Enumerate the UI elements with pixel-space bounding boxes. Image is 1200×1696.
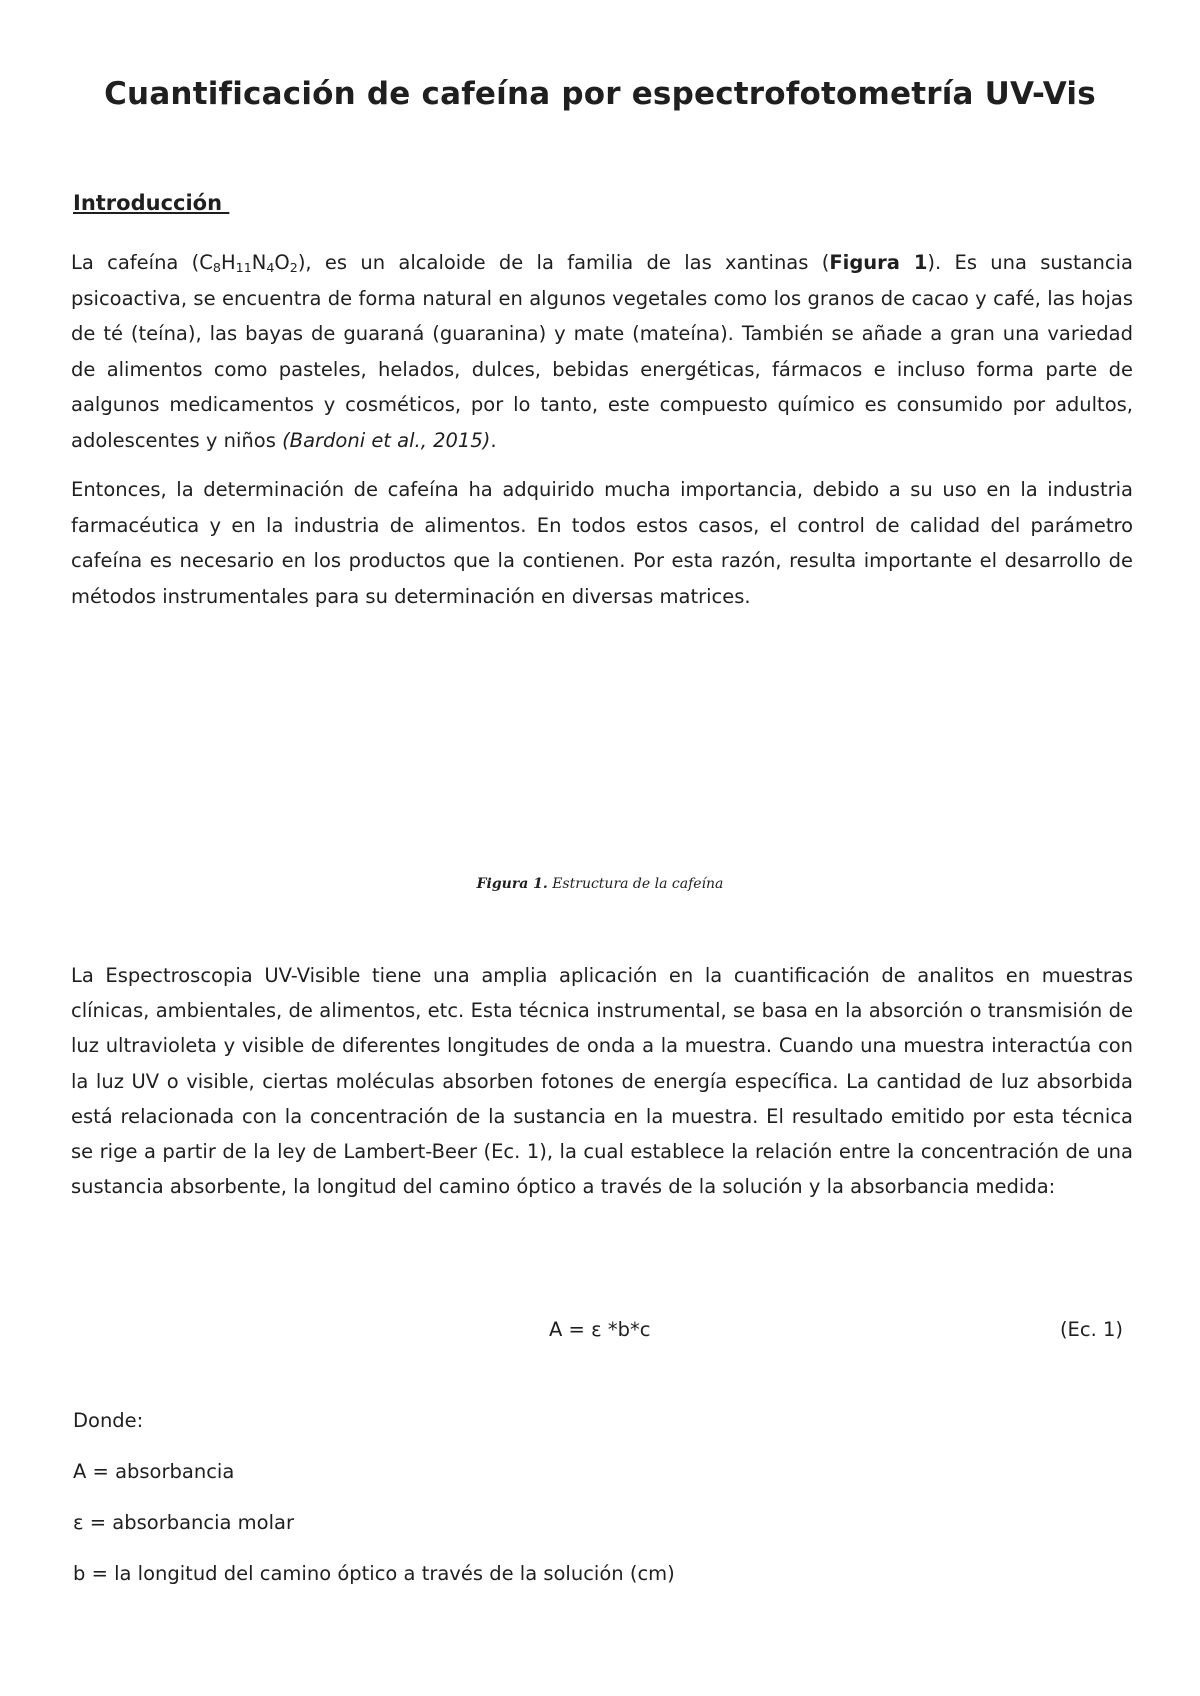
intro-paragraph-3: La Espectroscopia UV-Visible tiene una amplia aplicación en la cuantificación de analitos en muestras clínicas, ambientales, de alimentos, etc. Esta técnica instrumental, se basa en la absorción o transmisión de luz ultravioleta y visible de diferentes longitudes de onda a la muestra. Cuando una muestra interactúa con la luz UV o visible, ciertas moléculas absorben fotones de energía específica. La cantidad de luz absorbida está relacionada con la concentración de la sustancia en la muestra. El resultado emitido por esta técnica se rige a partir de la ley de Lambert-Beer (Ec. 1), la cual establece la relación entre la concentración de una sustancia absorbente, la longitud del camino óptico a través de la solución y la absorbancia medida:	[71, 964, 1133, 1199]
definition-camino-optico: b = la longitud del camino óptico a través de la solución (cm)	[73, 1562, 675, 1585]
definition-absorbancia: A = absorbancia	[73, 1460, 235, 1483]
equation-number: (Ec. 1)	[1059, 1318, 1123, 1341]
intro-paragraph-2: Entonces, la determinación de cafeína ha adquirido mucha importancia, debido a su uso en la industria farmacéutica y en la industria de alimentos. En todos estos casos, el control de calidad del parámetro cafeína es necesario en los productos que la contienen. Por esta razón, resulta importante el desarrollo de métodos instrumentales para su determinación en diversas matrices.	[71, 478, 1133, 608]
donde-label: Donde:	[73, 1409, 144, 1432]
figure-caption	[0, 876, 1200, 892]
caffeine-formula: $C_8H_{11}N_4O_2$	[199, 251, 298, 275]
figure-caption-text: Estructura de la cafeína	[547, 876, 724, 892]
figure-caption-label: Figura 1.	[476, 876, 548, 892]
lambert-beer-equation: A = ε *b*c	[549, 1318, 651, 1341]
intro-paragraph-1: La cafeína $(C_8H_{11}N_4O_2)$, es un alcaloide de la familia de las xantinas (Figura 1). Es una sustancia psicoactiva, se encuentra de forma natural en algunos vegetales como los granos de cacao y café, las hojas de té (teína), las bayas de guaraná (guaranina) y mate (mateína). También se añade a gran una variedad de alimentos como pasteles, helados, dulces, bebidas energéticas, fármacos e incluso forma parte de aalgunos medicamentos y cosméticos, por lo tanto, este compuesto químico es consumido por adultos, adolescentes y niños (Bardoni et al., 2015).	[71, 251, 1133, 452]
section-heading-introduccion: Introducción	[73, 191, 230, 215]
citation: (Bardoni et al., 2015)	[282, 428, 491, 452]
document-title: Cuantificación de cafeína por espectrofotometría UV-Vis	[104, 76, 1096, 112]
definition-absorbancia-molar: ε = absorbancia molar	[73, 1511, 294, 1534]
figure-reference: Figura 1	[829, 251, 928, 274]
